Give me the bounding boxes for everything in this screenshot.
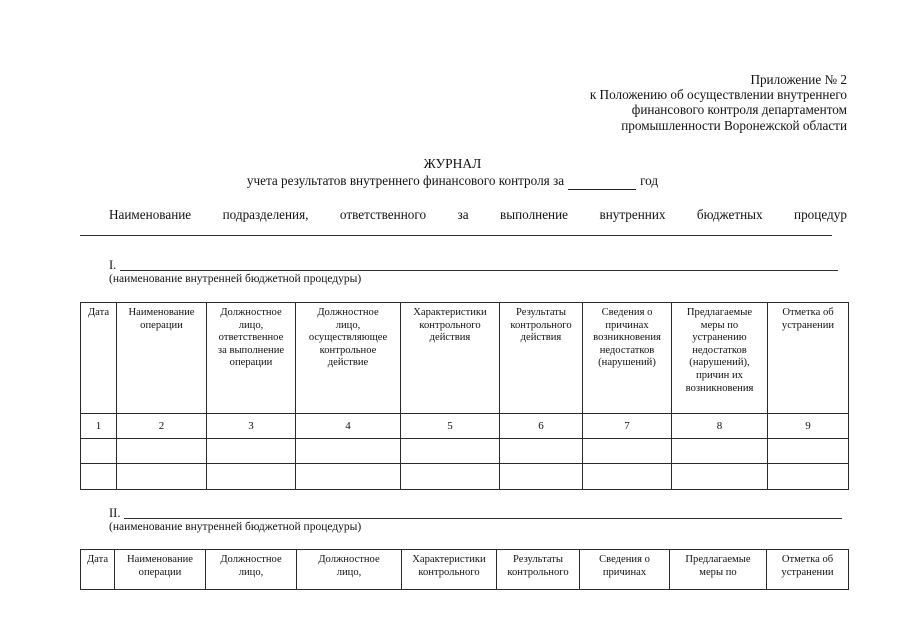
section-number: I. xyxy=(109,258,117,272)
column-number: 1 xyxy=(81,414,117,439)
table-row xyxy=(81,464,849,490)
column-number-row xyxy=(81,414,849,439)
department-word: за xyxy=(457,207,469,222)
section-caption: (наименование внутренней бюджетной процедуры) xyxy=(109,273,362,285)
header-cell: Дата xyxy=(81,550,115,590)
header-cell: Результаты контрольного действия xyxy=(500,303,583,414)
department-line xyxy=(109,207,847,223)
column-number: 4 xyxy=(296,414,401,439)
header-cell: Сведения о причинах xyxy=(580,550,670,590)
empty-cell[interactable] xyxy=(207,464,296,490)
appendix-line: промышленности Воронежской области xyxy=(621,117,847,133)
empty-cell[interactable] xyxy=(672,464,768,490)
journal-title: ЖУРНАЛ xyxy=(423,156,482,171)
table-row xyxy=(81,439,849,464)
empty-cell[interactable] xyxy=(81,464,117,490)
column-number: 8 xyxy=(672,414,768,439)
department-fill-line xyxy=(80,235,832,236)
empty-cell[interactable] xyxy=(768,439,849,464)
appendix-header xyxy=(590,72,847,133)
department-word: внутренних xyxy=(599,207,666,222)
header-cell: Должностное лицо, ответственное за выполнение операции xyxy=(207,303,296,414)
header-cell: Наименование операции xyxy=(115,550,206,590)
header-cell: Должностное лицо, осуществляющее контрольное действие xyxy=(296,303,401,414)
column-number: 9 xyxy=(768,414,849,439)
department-word: подразделения, xyxy=(222,207,309,222)
department-word: ответственного xyxy=(339,207,427,222)
empty-cell[interactable] xyxy=(583,464,672,490)
column-number: 7 xyxy=(583,414,672,439)
header-row xyxy=(81,303,849,414)
appendix-line: финансового контроля департаментом xyxy=(631,102,847,118)
appendix-line: к Положению об осуществлении внутреннего xyxy=(589,87,847,103)
header-cell: Предлагаемые меры по устранению недостатков (нарушений), причин их возникновения xyxy=(672,303,768,414)
section-caption: (наименование внутренней бюджетной процедуры) xyxy=(109,521,362,533)
empty-cell[interactable] xyxy=(117,439,207,464)
year-blank xyxy=(568,173,636,190)
empty-cell[interactable] xyxy=(117,464,207,490)
empty-cell[interactable] xyxy=(207,439,296,464)
header-cell: Характеристики контрольного действия xyxy=(401,303,500,414)
empty-cell[interactable] xyxy=(768,464,849,490)
column-number: 3 xyxy=(207,414,296,439)
department-word: бюджетных xyxy=(696,207,763,222)
header-cell: Дата xyxy=(81,303,117,414)
empty-cell[interactable] xyxy=(296,439,401,464)
empty-cell[interactable] xyxy=(296,464,401,490)
empty-cell[interactable] xyxy=(672,439,768,464)
header-cell: Должностное лицо, xyxy=(206,550,297,590)
section-fill-line xyxy=(124,518,842,519)
header-cell: Отметка об устранении xyxy=(767,550,849,590)
empty-cell[interactable] xyxy=(500,464,583,490)
column-number: 5 xyxy=(401,414,500,439)
column-number: 6 xyxy=(500,414,583,439)
empty-cell[interactable] xyxy=(500,439,583,464)
section-fill-line xyxy=(120,270,838,271)
header-cell: Наименование операции xyxy=(117,303,207,414)
header-cell: Отметка об устранении xyxy=(768,303,849,414)
empty-cell[interactable] xyxy=(583,439,672,464)
journal-table-1 xyxy=(80,302,849,490)
department-word: выполнение xyxy=(500,207,569,222)
empty-cell[interactable] xyxy=(81,439,117,464)
department-word: процедур xyxy=(794,207,847,222)
header-cell: Характеристики контрольного xyxy=(402,550,497,590)
header-cell: Предлагаемые меры по xyxy=(670,550,767,590)
header-cell: Должностное лицо, xyxy=(297,550,402,590)
column-number: 2 xyxy=(117,414,207,439)
journal-subtitle xyxy=(0,173,905,190)
header-row xyxy=(81,550,849,590)
header-cell: Результаты контрольного xyxy=(497,550,580,590)
section-number: II. xyxy=(109,506,121,520)
journal-table-2 xyxy=(80,549,849,590)
empty-cell[interactable] xyxy=(401,464,500,490)
empty-cell[interactable] xyxy=(401,439,500,464)
journal-subtitle-year: год xyxy=(640,173,659,188)
department-word: Наименование xyxy=(109,207,192,222)
appendix-line: Приложение № 2 xyxy=(750,72,847,87)
journal-subtitle-text: учета результатов внутреннего финансового контроля за xyxy=(246,173,565,188)
header-cell: Сведения о причинах возникновения недостатков (нарушений) xyxy=(583,303,672,414)
